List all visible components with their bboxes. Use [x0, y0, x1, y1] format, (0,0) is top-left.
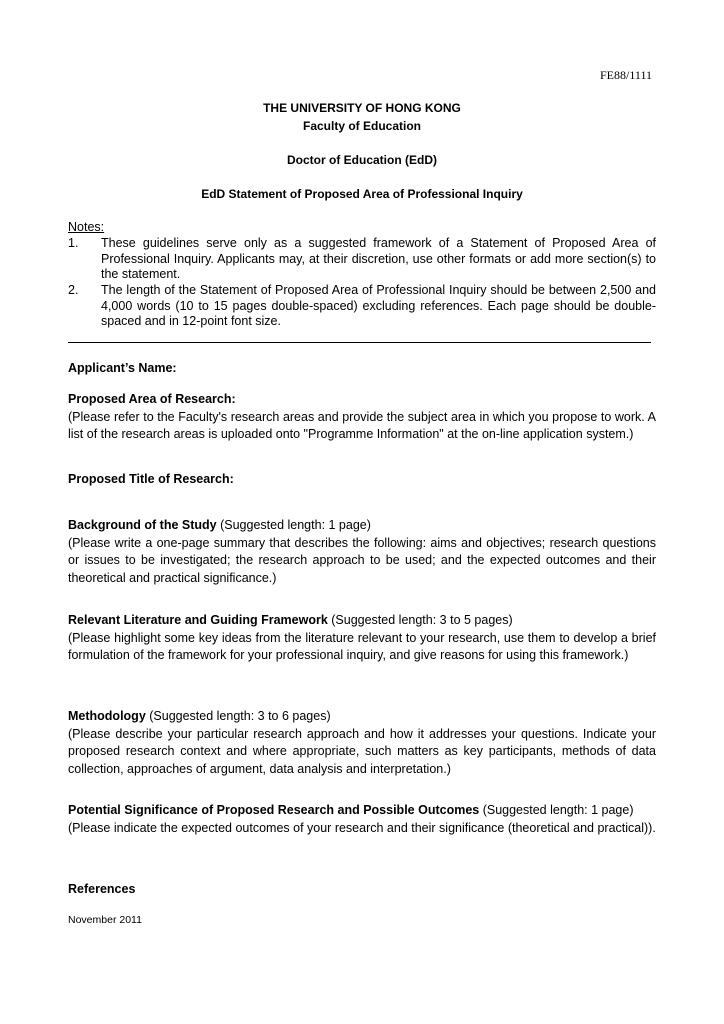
- section-description: (Please indicate the expected outcomes of your research and their significance (theoretical and practical)).: [68, 820, 656, 835]
- programme-name: Doctor of Education (EdD): [287, 153, 437, 167]
- section-label: References: [68, 882, 136, 896]
- section-proposed-title: [68, 471, 656, 489]
- suggested-length: (Suggested length: 3 to 6 pages): [145, 709, 331, 723]
- note-item: [68, 236, 656, 283]
- note-item: [68, 283, 656, 330]
- section-background: [68, 517, 656, 587]
- note-text: These guidelines serve only as a suggested framework of a Statement of Proposed Area of Professional Inquiry. Applicants may, at their discretion, use other formats or add more section(s) to the statement.: [101, 236, 656, 281]
- faculty-name: Faculty of Education: [302, 119, 421, 133]
- section-label: Methodology: [68, 709, 146, 723]
- note-number: 2.: [68, 283, 79, 297]
- section-description: (Please highlight some key ideas from the literature relevant to your research, use them to develop a brief formulation of the framework for your professional inquiry, and give reasons for using this framework.): [68, 630, 656, 662]
- document-title: EdD Statement of Proposed Area of Professional Inquiry: [201, 187, 523, 201]
- suggested-length: (Suggested length: 1 page): [479, 803, 634, 817]
- section-significance: [68, 802, 656, 837]
- notes-heading: Notes:: [68, 220, 105, 234]
- section-proposed-area: [68, 391, 656, 444]
- divider: [68, 342, 651, 343]
- section-description: (Please refer to the Faculty's research areas and provide the subject area in which you propose to work. A list of the research areas is uploaded onto "Programme Information" at the on-line application system.): [68, 409, 656, 441]
- suggested-length: (Suggested length: 1 page): [216, 518, 371, 532]
- section-label: Proposed Area of Research:: [68, 392, 236, 406]
- section-description: (Please write a one-page summary that describes the following: aims and objectives; research questions or issues to be investigated; the research approach to be used; and the expected outcomes and their theoretical and practical significance.): [68, 535, 656, 585]
- section-label: Background of the Study: [68, 518, 217, 532]
- suggested-length: (Suggested length: 3 to 5 pages): [327, 613, 513, 627]
- section-description: (Please describe your particular research approach and how it addresses your questions. Indicate your proposed research context and where appropriate, such matters as key participants, methods of data collection, approaches of argument, data analysis and interpretation.): [68, 726, 656, 776]
- section-applicant-name: [68, 360, 656, 378]
- section-literature: [68, 612, 656, 665]
- form-code: FE88/1111: [600, 68, 653, 82]
- section-label: Proposed Title of Research:: [68, 472, 234, 486]
- note-number: 1.: [68, 236, 79, 250]
- section-label: Relevant Literature and Guiding Framework: [68, 613, 328, 627]
- document-date: November 2011: [68, 914, 142, 926]
- section-references: [68, 881, 656, 899]
- note-text: The length of the Statement of Proposed Area of Professional Inquiry should be between 2,500 and 4,000 words (10 to 15 pages double-spaced) excluding references. Each page should be double-spaced and in 12-point font size.: [101, 283, 656, 328]
- university-name: THE UNIVERSITY OF HONG KONG: [263, 101, 461, 115]
- section-methodology: [68, 708, 656, 778]
- section-label: Applicant’s Name:: [68, 361, 177, 375]
- section-label: Potential Significance of Proposed Research and Possible Outcomes: [68, 803, 480, 817]
